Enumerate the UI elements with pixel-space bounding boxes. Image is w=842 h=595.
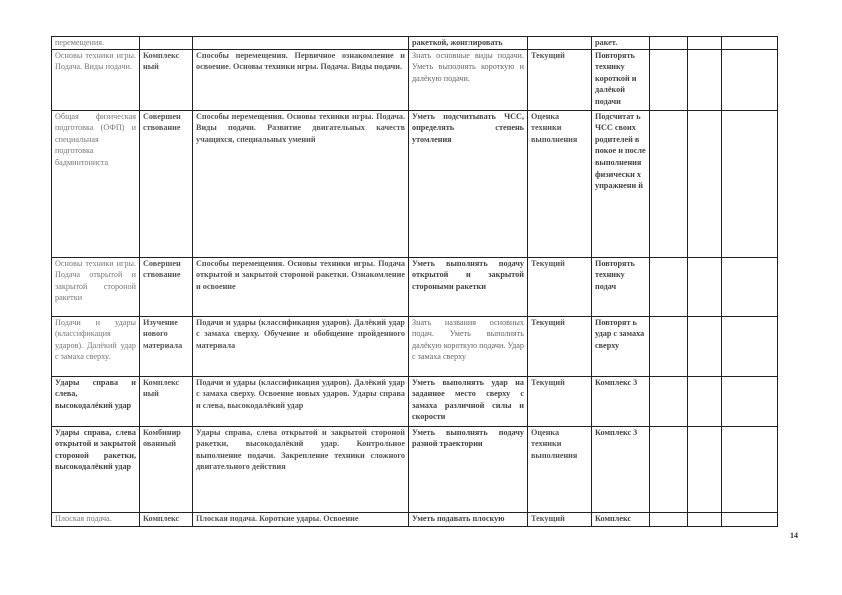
- content-cell: Плоская подача. Короткие удары. Освоение: [193, 512, 409, 526]
- table-row: [52, 49, 778, 110]
- empty-cell: [722, 110, 778, 257]
- lesson-type-cell: Совершен ствование: [140, 257, 193, 316]
- requirements-cell: ракеткой, жонглировать: [409, 37, 528, 50]
- table-row: [52, 316, 778, 376]
- content-cell: Способы перемещения. Первичное ознакомление и освоение. Основы техники игры. Подача. Виды подачи.: [193, 49, 409, 110]
- homework-cell: Комплекс 3: [592, 426, 650, 512]
- empty-cell: [722, 316, 778, 376]
- homework-cell: Повторять технику короткой и далёкой подачи: [592, 49, 650, 110]
- topic-cell: Основы техники игры. Подача открытой и закрытой стороной ракетки: [52, 257, 140, 316]
- empty-cell: [722, 512, 778, 526]
- requirements-cell: Уметь выполнять подачу разной траектории: [409, 426, 528, 512]
- empty-cell: [722, 426, 778, 512]
- homework-cell: Повторят ь удар с замаха сверху: [592, 316, 650, 376]
- control-cell: Текущий: [528, 512, 592, 526]
- table-row: [52, 257, 778, 316]
- empty-cell: [688, 257, 722, 316]
- lesson-type-cell: Комбинир ованный: [140, 426, 193, 512]
- control-cell: Оценка техники выполнения: [528, 426, 592, 512]
- topic-cell: Удары справа и слева, высокодалёкий удар: [52, 376, 140, 426]
- requirements-cell: Уметь выполнять удар на заданное место сверху с замаха различной силы и скорости: [409, 376, 528, 426]
- homework-cell: Комплекс: [592, 512, 650, 526]
- content-cell: Подачи и удары (классификация ударов). Далёкий удар с замаха сверху. Обучение и обобщение пройденного материала: [193, 316, 409, 376]
- empty-cell: [722, 49, 778, 110]
- empty-cell: [688, 37, 722, 50]
- lesson-type-cell: Комплекс ный: [140, 376, 193, 426]
- table-row: [52, 110, 778, 257]
- empty-cell: [650, 110, 688, 257]
- lesson-plan-table: [51, 36, 778, 527]
- requirements-cell: Уметь подавать плоскую: [409, 512, 528, 526]
- control-cell: Текущий: [528, 257, 592, 316]
- requirements-cell: Уметь выполнять подачу открытой и закрытой стороными ракетки: [409, 257, 528, 316]
- empty-cell: [650, 37, 688, 50]
- control-cell: Текущий: [528, 376, 592, 426]
- content-cell: Удары справа, слева открытой и закрытой стороной ракетки, высокодалёкий удар. Контрольное выполнение подачи. Закрепление техники сложного двигательного действия: [193, 426, 409, 512]
- empty-cell: [722, 376, 778, 426]
- requirements-cell: Знать основные виды подачи. Уметь выполнять короткую и далёкую подачи.: [409, 49, 528, 110]
- empty-cell: [650, 426, 688, 512]
- content-cell: Способы перемещения. Основы техники игры. Подача открытой и закрытой стороной ракетки. Ознакомление и освоение: [193, 257, 409, 316]
- table-row: [52, 37, 778, 50]
- lesson-type-cell: [140, 37, 193, 50]
- control-cell: Текущий: [528, 316, 592, 376]
- empty-cell: [688, 426, 722, 512]
- empty-cell: [650, 257, 688, 316]
- homework-cell: Повторять технику подач: [592, 257, 650, 316]
- homework-cell: ракет.: [592, 37, 650, 50]
- control-cell: Оценка техники выполнения: [528, 110, 592, 257]
- requirements-cell: Знать названия основных подач. Уметь выполнять далёкую короткую подачи. Удар с замаха сверху: [409, 316, 528, 376]
- empty-cell: [650, 376, 688, 426]
- content-cell: [193, 37, 409, 50]
- topic-cell: Плоская подача.: [52, 512, 140, 526]
- empty-cell: [650, 316, 688, 376]
- topic-cell: Общая физическая подготовка (ОФП) и специальная подготовка бадминтониста: [52, 110, 140, 257]
- empty-cell: [688, 376, 722, 426]
- requirements-cell: Уметь подсчитывать ЧСС, определять степень утомления: [409, 110, 528, 257]
- control-cell: [528, 37, 592, 50]
- homework-cell: Подсчитат ь ЧСС своих родителей в покое и после выполнения физически х упражнени й: [592, 110, 650, 257]
- lesson-type-cell: Совершен ствование: [140, 110, 193, 257]
- empty-cell: [722, 37, 778, 50]
- empty-cell: [722, 257, 778, 316]
- homework-cell: Комплекс 3: [592, 376, 650, 426]
- content-cell: Подачи и удары (классификация ударов). Далёкий удар с замаха сверху. Освоение новых ударов. Удары справа и слева, высокодалёкий удар: [193, 376, 409, 426]
- content-cell: Способы перемещения. Основы техники игры. Подача. Виды подачи. Развитие двигательных качеств учащихся, специальных умений: [193, 110, 409, 257]
- table-row: [52, 426, 778, 512]
- lesson-type-cell: Комплекс ный: [140, 49, 193, 110]
- empty-cell: [688, 512, 722, 526]
- empty-cell: [688, 110, 722, 257]
- empty-cell: [688, 49, 722, 110]
- empty-cell: [650, 512, 688, 526]
- topic-cell: перемещения.: [52, 37, 140, 50]
- topic-cell: Основы техники игры. Подача. Виды подачи.: [52, 49, 140, 110]
- page-number: 14: [790, 531, 798, 540]
- topic-cell: Подачи и удары (классификация ударов). Далёкий удар с замаха сверху.: [52, 316, 140, 376]
- lesson-type-cell: Изучение нового материала: [140, 316, 193, 376]
- empty-cell: [688, 316, 722, 376]
- topic-cell: Удары справа, слева открытой и закрытой стороной ракетки, высокодалёкий удар: [52, 426, 140, 512]
- table-row: [52, 376, 778, 426]
- control-cell: Текущий: [528, 49, 592, 110]
- table-row: [52, 512, 778, 526]
- lesson-type-cell: Комплекс: [140, 512, 193, 526]
- empty-cell: [650, 49, 688, 110]
